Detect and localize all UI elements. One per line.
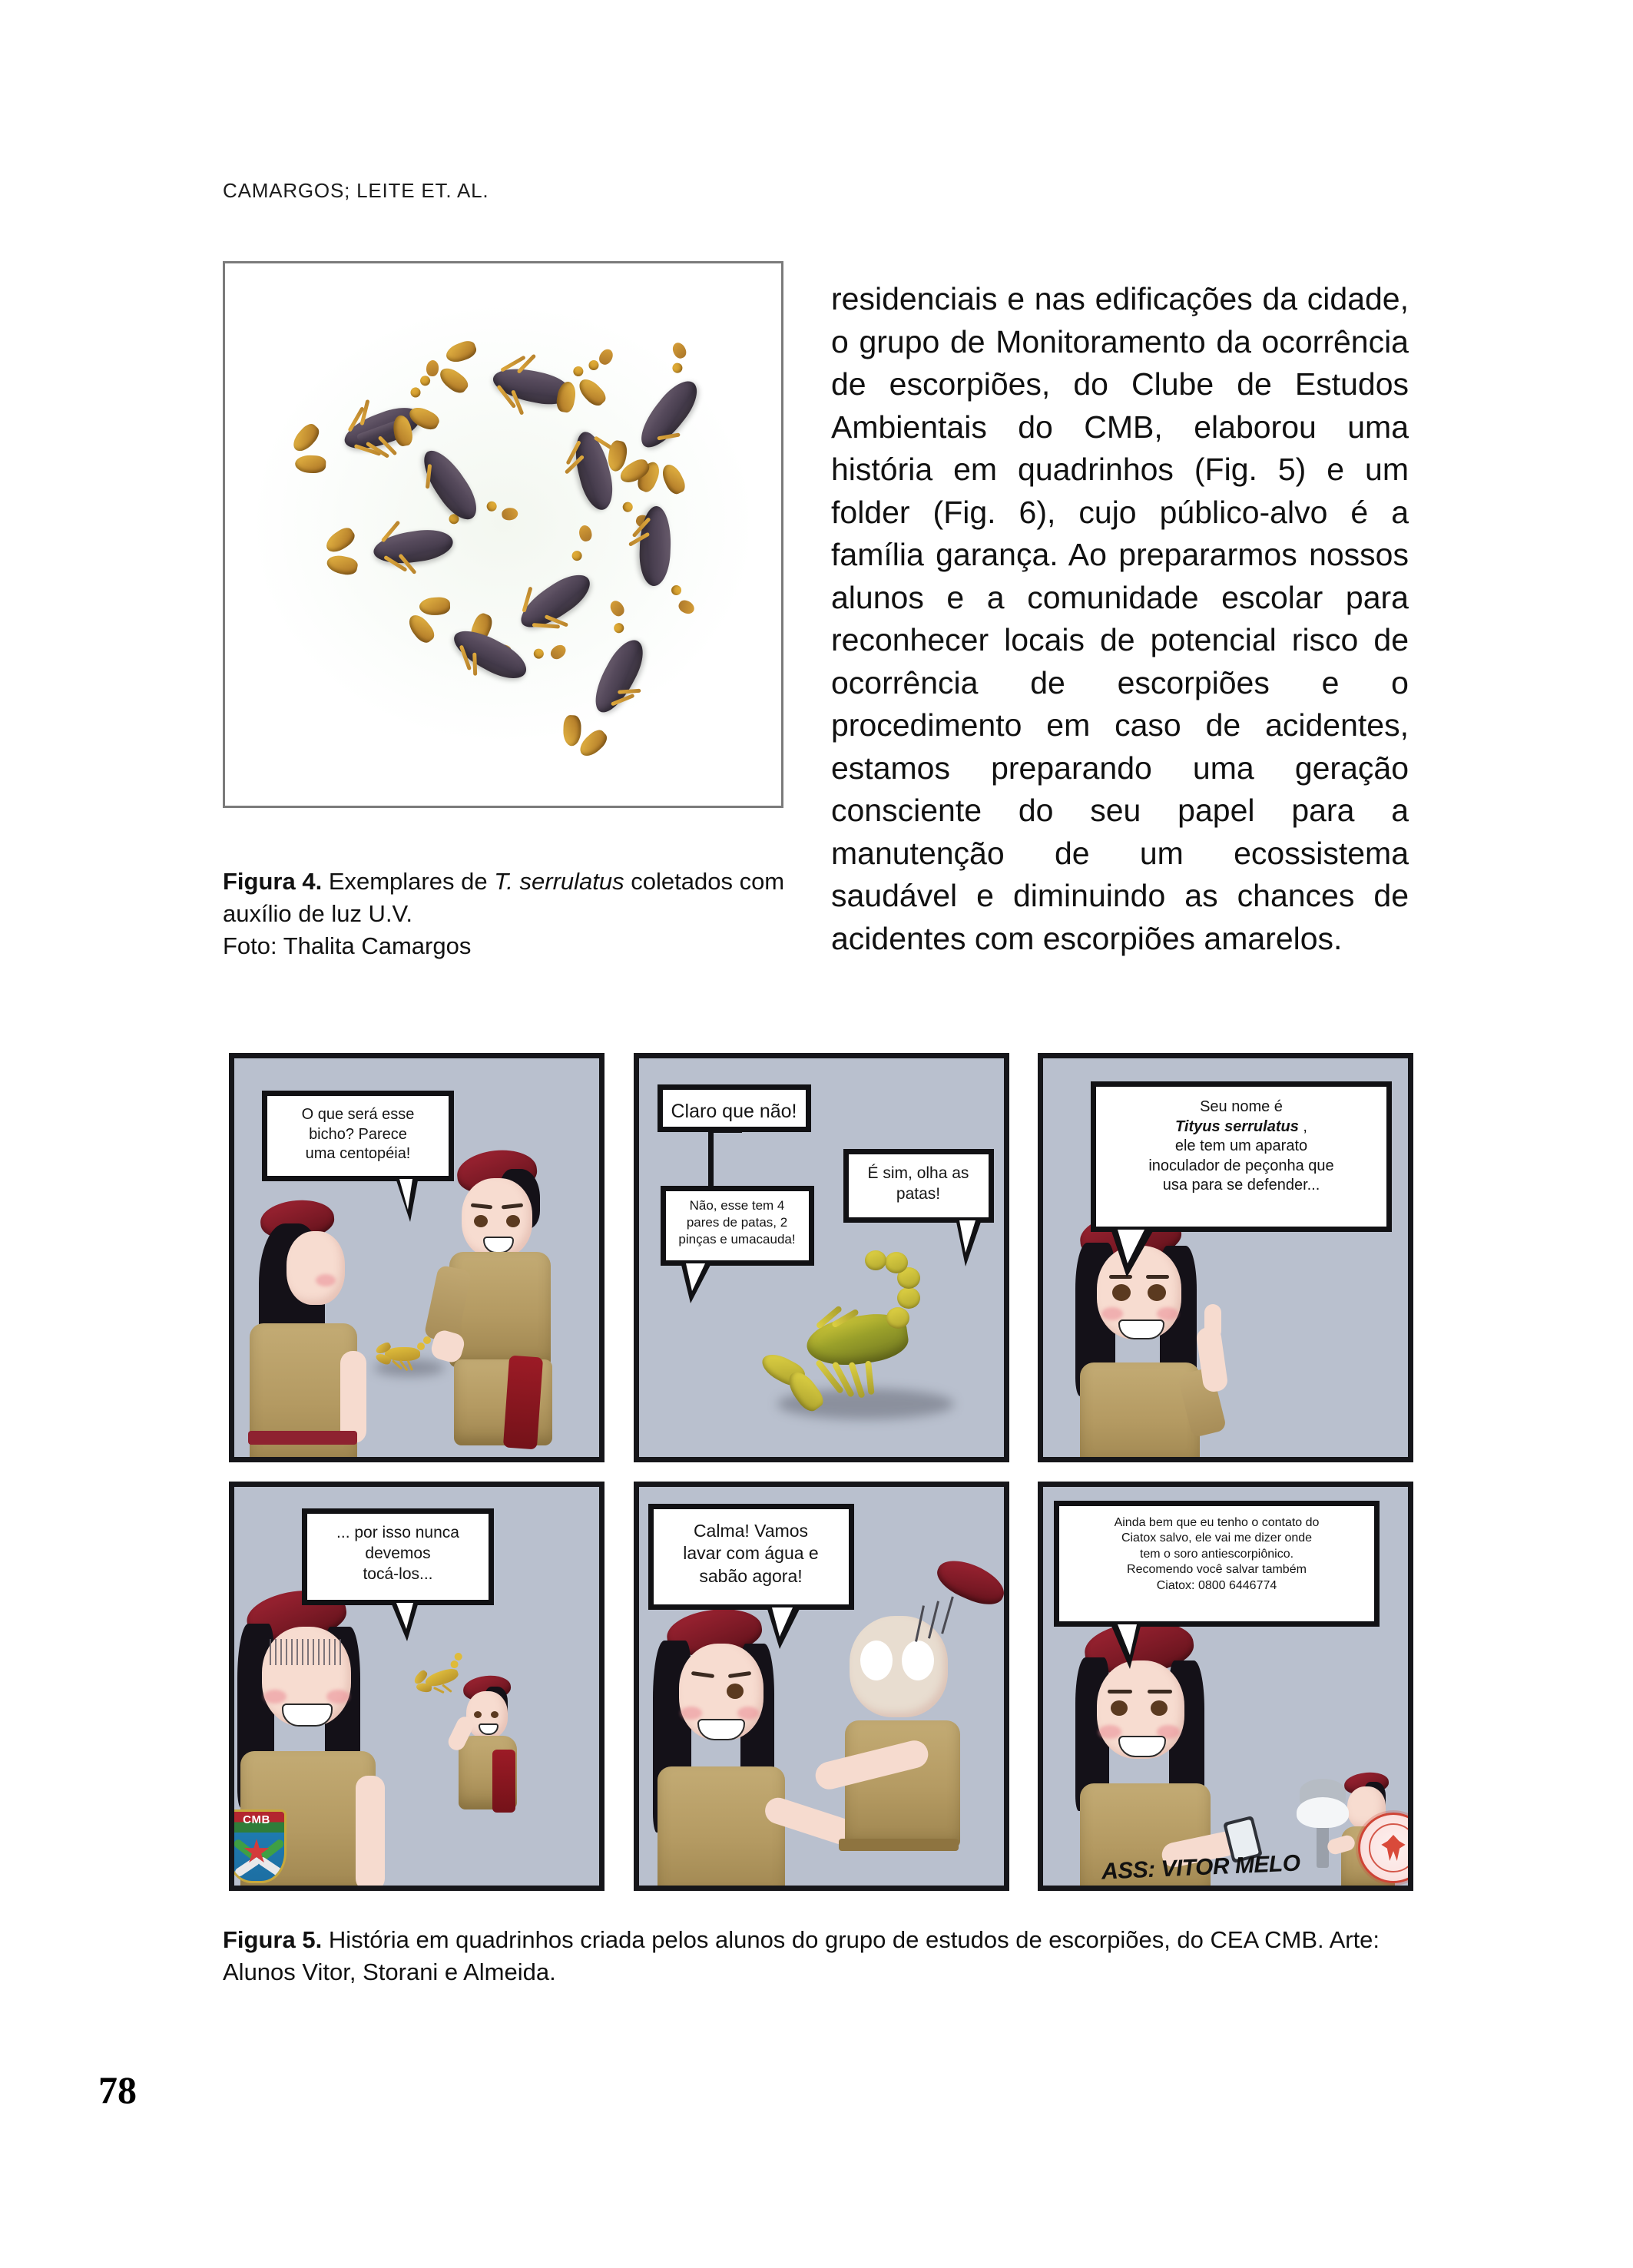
bubble-2-line-1: Claro que não! (671, 1101, 797, 1122)
cmb-badge-label: CMB (243, 1813, 270, 1826)
comic-panel-1 (229, 1053, 605, 1462)
bubble-3-line-3: pinças e umacauda! (678, 1231, 796, 1247)
cmb-badge (229, 1809, 287, 1883)
speech-bubble-7 (648, 1504, 854, 1610)
speech-bubble-8 (1054, 1501, 1380, 1627)
comic-panel-4 (229, 1482, 605, 1891)
scorpion-illustration-large (747, 1250, 977, 1427)
figure-5-caption (223, 1924, 1421, 1988)
comic-panel-6 (1038, 1482, 1413, 1891)
scorpion-photo (225, 263, 781, 806)
bubble-6-line-2: devemos (365, 1544, 431, 1562)
running-head: CAMARGOS; LEITE ET. AL. (223, 179, 489, 202)
bubble-7-line-3: sabão agora! (699, 1565, 803, 1586)
bubble-1-line-2: bicho? Parece (309, 1125, 407, 1143)
figure-4-caption (223, 866, 791, 962)
speech-bubble-1 (262, 1091, 454, 1181)
bubble-4-line-1: É sim, olha as (867, 1164, 969, 1182)
bubble-7-line-2: lavar com água e (683, 1543, 819, 1564)
bubble-8-line-5: Ciatox: 0800 6446774 (1156, 1578, 1277, 1592)
bubble-7-line-1: Calma! Vamos (693, 1521, 809, 1541)
page-number: 78 (98, 2068, 137, 2111)
comic-panel-5 (634, 1482, 1009, 1891)
comic-row-top (229, 1053, 1413, 1462)
body-paragraph: residenciais e nas edificações da cidade, o grupo de Monitoramento da ocorrência de escorpiões, do Clube de Estudos Ambientais do CMB, elaborou uma história em quadrinhos (Fig. 5) e um folder (Fig. 6), cujo público-alvo é a família garança. Ao prepararmos nossos alunos e a comunidade escolar para reconhecer locais de potencial risco de ocorrência de escorpiões e o procedimento em caso de acidentes, estamos preparando uma geração consciente do seu papel para a manutenção de um ecossistema saudável e diminuindo as chances de acidentes com escorpiões amarelos. (831, 281, 1409, 956)
figure-4-text-1: Exemplares de (322, 868, 495, 895)
scorpion-illustration (374, 1336, 434, 1370)
figure-5-label: Figura 5. (223, 1926, 323, 1953)
speech-bubble-5 (1091, 1081, 1392, 1232)
bubble-6-line-1: ... por isso nunca (336, 1524, 459, 1541)
bubble-5-comma: , (1298, 1117, 1307, 1135)
bubble-1-line-3: uma centopéia! (305, 1145, 411, 1163)
speech-bubble-4 (843, 1149, 994, 1223)
beret-icon (932, 1552, 1009, 1612)
character-female-cadet (647, 1610, 839, 1891)
bubble-4-line-2: patas! (896, 1184, 941, 1203)
character-female-cadet (242, 1200, 380, 1462)
figure-4-text-2: coletados com auxílio de luz U.V. (223, 868, 785, 927)
bubble-5-line-3: ele tem um aparato (1174, 1137, 1308, 1155)
bubble-8-line-3: tem o soro antiescorpiônico. (1139, 1547, 1294, 1561)
bubble-5-line-5: usa para se defender... (1162, 1177, 1320, 1194)
bubble-8-line-1: Ainda bem que eu tenho o contato do (1114, 1516, 1320, 1529)
speech-bubble-6 (302, 1508, 494, 1605)
figure-4-label: Figura 4. (223, 868, 323, 895)
figure-4-image-frame (223, 261, 783, 808)
character-male-cadet-small (451, 1676, 543, 1829)
bubble-5-species: Tityus serrulatus (1175, 1117, 1299, 1135)
character-female-cadet (1062, 1212, 1292, 1462)
bubble-5-line-1: Seu nome é (1200, 1098, 1283, 1115)
character-female-cadet (1057, 1622, 1272, 1891)
bubble-1-line-1: O que será esse (301, 1106, 415, 1123)
bubble-8-line-4: Recomendo você salvar também (1127, 1563, 1307, 1577)
figure-5-comic (229, 1053, 1413, 1894)
bubble-8-line-2: Ciatox salvo, ele vai me dizer onde (1121, 1531, 1313, 1545)
bubble-6-line-3: tocá-los... (363, 1564, 433, 1583)
bubble-5-line-4: inoculador de peçonha que (1148, 1157, 1334, 1174)
bubble-3-line-2: pares de patas, 2 (686, 1214, 788, 1230)
bubble-3-line-1: Não, esse tem 4 (689, 1198, 785, 1213)
comic-row-bottom (229, 1482, 1413, 1891)
character-male-cadet (426, 1151, 588, 1458)
figure-5-text: História em quadrinhos criada pelos alunos do grupo de estudos de escorpiões, do CEA CMB. Arte: Alunos Vitor, Storani e Almeida. (223, 1926, 1380, 1985)
scorpion-specimen (624, 476, 687, 617)
comic-panel-2 (634, 1053, 1009, 1462)
speech-bubble-3 (661, 1186, 814, 1266)
figure-4-species: T. serrulatus (494, 868, 624, 895)
character-male-cadet (826, 1608, 1003, 1891)
artist-signature: ASS: VITOR MELO (1101, 1850, 1301, 1885)
figure-4-credit: Foto: Thalita Camargos (223, 932, 472, 959)
comic-panel-3 (1038, 1053, 1413, 1462)
speech-bubble-2 (658, 1084, 811, 1132)
